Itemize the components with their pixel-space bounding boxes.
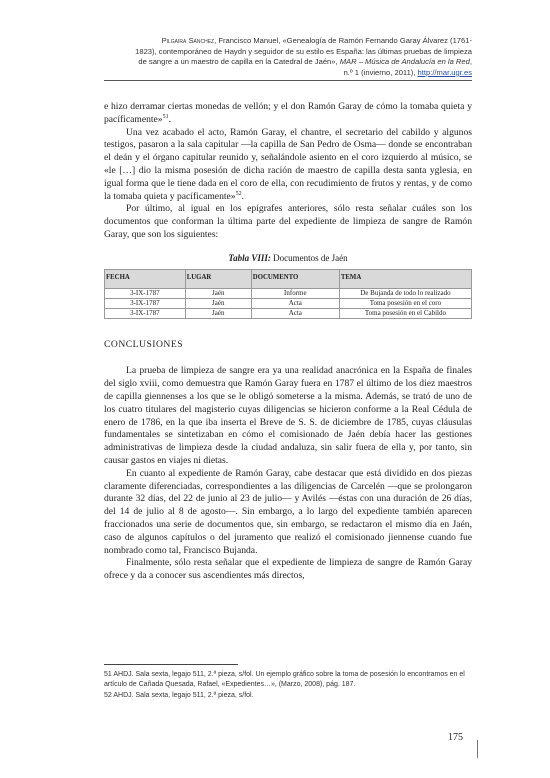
paragraph-5: En cuanto al expediente de Ramón Garay, cabe destacar que está dividido en dos piezas claramente diferenciadas, correspondientes a las diligencias de Carcelén —que se prolongaron durante 32 días, del 22 de junio al 23 de julio— y Avilés —éstas con una duración de 26 días, del 14 de julio al 8 de agosto—. Sin embargo, a lo largo del expediente también aparecen fraccionados una serie de documentos que, sin embargo, se redactaron el mismo día en Jaén, caso de algunos capítulos o del juramento que realizó el comisionado jiennense cuando fue nombrado como tal, Francisco Bujanda.	[104, 467, 472, 556]
paragraph-1-text: e hizo derramar ciertas monedas de vellón; y el don Ramón Garay de cómo la tomaba quieta y pacíficamente»	[104, 101, 472, 125]
cell-lugar: Jaén	[185, 298, 251, 308]
footnote-ref-52[interactable]: 52	[235, 190, 242, 197]
table-row	[105, 288, 472, 298]
header-line2: 1823), contemporáneo de Haydn y seguidor de su estilo es España: las últimas pruebas de limpieza	[135, 46, 472, 56]
cell-documento: Acta	[251, 298, 339, 308]
cell-fecha: 3-IX-1787	[105, 308, 186, 318]
cell-lugar: Jaén	[185, 288, 251, 298]
cell-tema: Toma posesión en el Cabildo	[339, 308, 471, 318]
cell-tema: De Bujanda de todo lo realizado	[339, 288, 471, 298]
paragraph-4: La prueba de limpieza de sangre era ya una realidad anacrónica en la España de finales del siglo xviii, como demuestra que Ramón Garay fuera en 1787 el último de los diez maestros de capilla giennenses a los que se le obligó someterse a la misma. Además, se trató de uno de los cuatro titulares del magisterio cuyas diligencias se hicieron conforme a la Real Cédula de enero de 1786, en la que iba inserta el Breve de S. S. de diciembre de 1785, cuyas cláusulas fundamentales se sintetizaban en cómo el comisionado de Jaén debía hacer las gestiones administrativas de limpieza desde la ciudad andaluza, sin salir fuera de ella y, por tanto, sin causar gastos en viajes ni dietas.	[104, 365, 472, 466]
page-number: 175	[448, 732, 463, 743]
col-header-documento: DOCUMENTO	[251, 269, 339, 288]
cell-lugar: Jaén	[185, 308, 251, 318]
footnote-ref-51[interactable]: 51	[162, 113, 169, 120]
table-caption	[104, 252, 472, 265]
main-text	[104, 101, 472, 583]
footnotes	[104, 670, 472, 703]
documents-table	[104, 269, 472, 319]
paragraph-3: Por último, al igual en los epígrafes anteriores, sólo resta señalar cuáles son los documentos que conforman la última parte del expediente de limpieza de sangre de Ramón Garay, que son los siguientes:	[104, 203, 472, 240]
table-row	[105, 298, 472, 308]
header-divider	[104, 80, 472, 81]
table-caption-label: Tabla VIII:	[228, 252, 271, 263]
running-header: Pilgaira Sánchez, Francisco Manuel, «Genealogía de Ramón Fernando Garay Álvarez (1761- 1823), contemporáneo de Haydn y seguidor de su estilo es España: las últimas pruebas de limpieza de sangre a un maestro de capilla en la Catedral de Jaén», MAR – Música de Andalucía en la Red, n.º 1 (invierno, 2011), http://mar.ugr.es	[135, 36, 472, 77]
section-heading-conclusiones: CONCLUSIONES	[104, 338, 184, 350]
cell-documento: Acta	[251, 308, 339, 318]
table-caption-text: Documentos de Jaén	[270, 252, 348, 263]
paragraph-2: Una vez acabado el acto, Ramón Garay, el chantre, el secretario del cabildo y algunos testigos, pasaron a la sala capitular —la capilla de San Pedro de Osma— donde se encontraban el deán y el órgano capitular reunido y, señalándole asiento en el coro izquierdo al músico, se «le […] dio la misma posesión de dicha ración de maestro de capilla desta santa yglesia, en igual forma que le tiene dada en el coro de ella, con recudimiento de frutos y rentas, y de como la tomaba quieta y pacíficamente»$^{52}$.	[104, 126, 472, 202]
footnote-divider	[104, 664, 238, 665]
col-header-fecha: FECHA	[105, 269, 186, 288]
cell-fecha: 3-IX-1787	[105, 288, 186, 298]
paragraph-1: e hizo derramar ciertas monedas de vellón; y el don Ramón Garay de cómo la tomaba quieta y pacíficamente»$^{51}$.	[104, 101, 472, 125]
footnote-51: 51 AHDJ. Sala sexta, legajo 511, 2.ª pieza, s/fol. Un ejemplo gráfico sobre la toma de posesión lo encontramos en el artículo de Cañada Quesada, Rafael, «Expedientes…», (Marzo, 2008), pág. 187.	[104, 671, 465, 688]
header-line3: de sangre a un maestro de capilla en la Catedral de Jaén»,	[138, 57, 340, 67]
col-header-tema: TEMA	[339, 269, 471, 288]
table-header-row	[105, 269, 472, 288]
page-number-rule	[477, 740, 478, 758]
paragraph-2-text: Una vez acabado el acto, Ramón Garay, el chantre, el secretario del cabildo y algunos testigos, pasaron a la sala capitular —la capilla de San Pedro de Osma— donde se encontraban el deán y el órgano capitular reunido y, señalándole asiento en el coro izquierdo al músico, se «le […] dio la misma posesión de dicha ración de maestro de capilla desta santa yglesia, en igual forma que le tiene dada en el coro de ella, con recudimiento de frutos y rentas, y de como la tomaba quieta y pacíficamente»	[104, 126, 472, 202]
footnote-52: 52 AHDJ. Sala sexta, legajo 511, 2.ª pieza, s/fol.	[104, 692, 254, 700]
header-url-link[interactable]: http://mar.ugr.es	[417, 67, 472, 77]
cell-fecha: 3-IX-1787	[105, 298, 186, 308]
table-row	[105, 308, 472, 318]
cell-tema: Toma posesión en el coro	[339, 298, 471, 308]
header-line1: , Francisco Manuel, «Genealogía de Ramón Fernando Garay Álvarez (1761-	[214, 36, 472, 45]
header-line4: n.º 1 (invierno, 2011),	[343, 67, 418, 77]
header-author: Pilgaira Sánchez	[161, 36, 215, 45]
cell-documento: Informe	[251, 288, 339, 298]
header-journal: MAR – Música de Andalucía en la Red	[339, 57, 470, 67]
paragraph-6: Finalmente, sólo resta señalar que el expediente de limpieza de sangre de Ramón Garay ofrece y da a conocer sus ascendientes más directos,	[104, 557, 472, 582]
col-header-lugar: LUGAR	[185, 269, 251, 288]
